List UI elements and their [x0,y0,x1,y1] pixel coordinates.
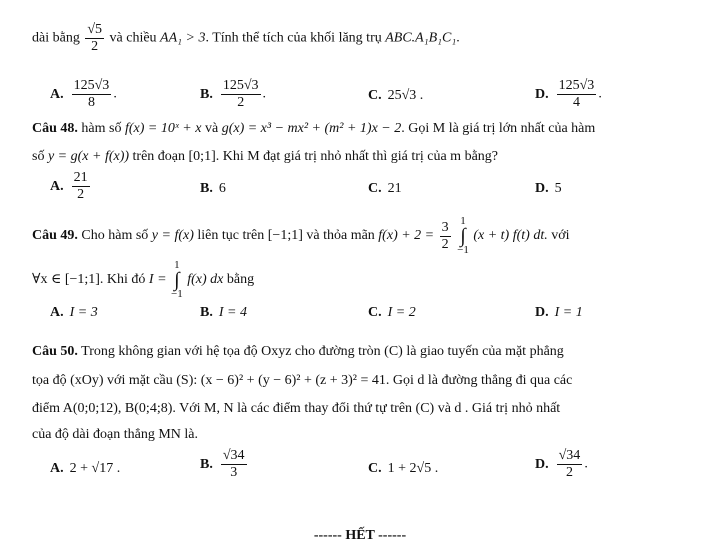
q50-line-2: tọa độ (xOy) với mặt cầu (S): (x − 6)² + (y − 6)² + (z + 3)² = 41. Gọi d là đường thẳng đi qua các [32,373,573,388]
q49-title: Câu 49. [32,228,78,244]
q49-option-a: A. I = 3 [50,305,98,320]
q48-g-definition: g(x) = x³ − mx² + (m² + 1)x − 2 [221,121,402,136]
prism-name: ABC.A₁B₁C₁ [385,30,457,46]
q48-f-definition: f(x) = 10ˣ + x [124,121,202,136]
q47-option-b: B. $\frac{125√3}{2}$ . [200,78,267,110]
q50-line-3: điểm A(0;0;12), B(0;4;8). Với M, N là các điểm thay đổi thứ tự trên (C) và d . Giá trị nhỏ nhất [32,401,561,416]
q48-option-c: C. 21 [368,181,402,196]
q48-option-b: B. 6 [200,181,226,196]
q48-interval: [0;1] [188,149,216,164]
q50-title: Câu 50. [32,344,78,359]
end-marker: ------ HẾT ------ [313,528,407,543]
q49-coefficient: $\frac{3}{2}$ [441,219,449,252]
q47-option-a: A. $\frac{125√3}{8}$ . [50,78,117,110]
q50-line-1: Câu 50. Trong không gian với hệ tọa độ Oxyz cho đường tròn (C) là giao tuyến của mặt phẳng [32,344,564,359]
q48-line-1: Câu 48. hàm số f(x) = 10ˣ + x và g(x) = x³ − mx² + (m² + 1)x − 2. Gọi M là giá trị lớn nhất của hàm [32,121,596,136]
q50-option-b: B. $\frac{√34}{3}$ [200,448,245,480]
q49-I-integral-sign: 1 ∫ −1 [171,259,183,300]
q50-line-4: của độ dài đoạn thẳng MN là. [32,427,199,442]
intro-line: dài bằng $\frac{√5}{2}$ và chiều AA₁ > 3. Tính thể tích của khối lăng trụ ABC.A₁B₁C₁. [32,22,460,54]
q48-title: Câu 48. [32,121,78,136]
q48-line-2: số y = g(x + f(x)) trên đoạn [0;1]. Khi M đạt giá trị nhỏ nhất thì giá trị của m bằng? [32,149,499,164]
q49-option-c: C. I = 2 [368,305,416,320]
q50-option-a: A. 2 + √17 . [50,461,121,476]
q49-integral-sign: 1 ∫ −1 [457,215,469,256]
q50-option-d: D. $\frac{√34}{2}$ . [535,448,588,480]
q48-y-definition: y = g(x + f(x)) [47,149,130,164]
intro-prefix: dài bằng [32,30,80,46]
q47-option-c: C. 25√3 . [368,88,424,103]
q48-option-d: D. 5 [535,181,562,196]
q47-option-d: D. $\frac{125√3}{4}$ . [535,78,602,110]
q49-option-b: B. I = 4 [200,305,247,320]
q48-option-a: A. $\frac{21}{2}$ [50,170,88,202]
q49-line-1: Câu 49. Cho hàm số y = f(x) liên tục trên [−1;1] và thỏa mãn f(x) + 2 = $\frac{3}{2}$ 1 ∫ −1 (x + t) f(t) dt. với [32,215,570,256]
aa1-condition: AA₁ > 3 [160,30,206,46]
intro-fraction: $\frac{√5}{2}$ [87,22,103,54]
q49-line-2: ∀x ∈ [−1;1]. Khi đó I = 1 ∫ −1 f(x) dx bằng [32,259,255,300]
q49-option-d: D. I = 1 [535,305,583,320]
q50-option-c: C. 1 + 2√5 . [368,461,439,476]
